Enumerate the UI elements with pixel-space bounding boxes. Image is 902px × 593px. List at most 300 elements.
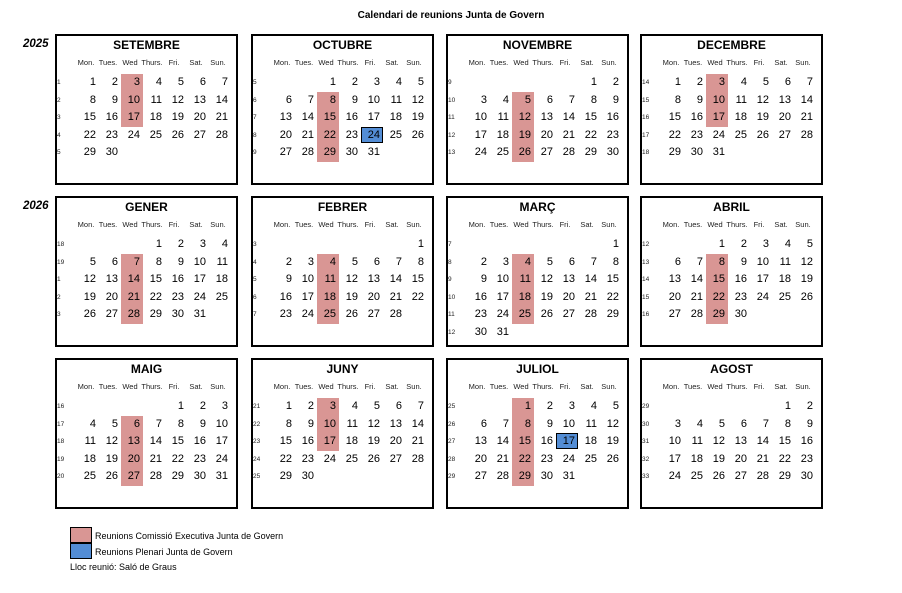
week-number: 4 — [253, 258, 257, 266]
day-number: 8 — [524, 417, 531, 430]
day-number: 1 — [612, 238, 619, 250]
week-number: 23 — [253, 438, 261, 445]
day-cell — [468, 271, 490, 287]
day-number: 20 — [734, 452, 747, 465]
day-cell-executive-meeting — [121, 451, 143, 469]
day-number: 11 — [150, 93, 162, 106]
day-cell — [187, 254, 209, 270]
week-number: 7 — [448, 241, 452, 248]
day-number: 26 — [345, 308, 358, 320]
day-cell — [209, 254, 231, 270]
day-cell — [99, 306, 121, 322]
day-cell — [600, 306, 622, 322]
day-cell — [339, 398, 361, 414]
day-number: 25 — [778, 290, 791, 303]
day-cell — [728, 254, 750, 270]
day-number: 4 — [89, 417, 96, 430]
day-cell — [77, 416, 99, 432]
day-number: 10 — [215, 417, 228, 430]
day-number: 23 — [193, 452, 206, 465]
day-cell — [534, 306, 556, 322]
day-number: 19 — [411, 111, 424, 123]
day-number: 16 — [690, 111, 703, 123]
day-cell — [77, 92, 99, 108]
day-cell — [273, 144, 295, 160]
day-number: 7 — [417, 400, 424, 412]
day-number: 16 — [474, 290, 487, 303]
day-number: 19 — [540, 290, 553, 303]
weekday-header: Thurs. — [141, 220, 163, 229]
day-cell — [772, 451, 794, 467]
day-cell — [187, 433, 209, 449]
day-cell-plenary-meeting — [361, 127, 383, 143]
day-number: 24 — [712, 128, 725, 141]
day-cell — [490, 127, 512, 143]
day-cell — [339, 289, 361, 305]
day-cell — [209, 451, 231, 467]
day-cell — [578, 74, 600, 90]
day-number: 30 — [171, 308, 184, 320]
day-number: 19 — [83, 290, 96, 303]
day-number: 7 — [806, 76, 813, 88]
day-cell — [99, 254, 121, 270]
week-number: 12 — [448, 328, 456, 336]
weekday-header: Mon. — [273, 58, 291, 67]
day-cell-plenary-meeting — [556, 433, 578, 449]
day-number: 21 — [800, 111, 813, 123]
day-cell — [600, 398, 622, 414]
day-cell — [99, 271, 121, 287]
day-number: 16 — [734, 273, 747, 285]
day-cell — [772, 398, 794, 414]
day-cell — [600, 127, 622, 143]
day-cell — [383, 127, 405, 143]
day-cell — [578, 127, 600, 143]
day-cell — [99, 416, 121, 432]
weekday-header: Fri. — [753, 220, 765, 229]
month-name: NOVEMBRE — [502, 38, 573, 52]
day-number: 5 — [806, 238, 813, 250]
day-number: 28 — [215, 128, 228, 141]
day-number: 22 — [518, 452, 531, 465]
day-number: 1 — [784, 400, 791, 412]
day-cell — [794, 127, 816, 143]
day-cell — [273, 127, 295, 143]
week-number: 1 — [57, 79, 61, 86]
week-number: 5 — [253, 79, 257, 86]
day-number: 3 — [373, 76, 380, 88]
day-cell — [99, 74, 121, 90]
week-number: 14 — [642, 79, 650, 86]
day-number: 29 — [518, 470, 531, 482]
day-cell — [794, 468, 816, 484]
day-cell — [339, 433, 361, 449]
week-number: 13 — [642, 258, 650, 266]
day-cell — [750, 289, 772, 305]
day-cell — [339, 451, 361, 467]
day-cell — [556, 451, 578, 467]
day-cell — [361, 306, 383, 322]
day-cell — [794, 74, 816, 90]
day-cell — [578, 254, 600, 270]
day-number: 1 — [718, 238, 725, 250]
week-number: 3 — [57, 311, 61, 318]
day-cell — [187, 236, 209, 252]
day-cell — [383, 451, 405, 467]
day-number: 20 — [279, 128, 292, 141]
day-cell — [383, 254, 405, 270]
day-cell — [361, 144, 383, 160]
weekday-header: Fri. — [753, 58, 765, 67]
day-cell — [750, 433, 772, 449]
day-cell — [405, 433, 427, 449]
day-cell — [468, 92, 490, 108]
day-number: 4 — [329, 255, 336, 268]
day-cell — [165, 254, 187, 270]
day-cell — [794, 433, 816, 449]
day-cell — [143, 127, 165, 143]
day-cell-executive-meeting — [706, 74, 728, 92]
day-cell-executive-meeting — [512, 416, 534, 434]
week-number: 15 — [642, 293, 650, 301]
day-cell — [662, 74, 684, 90]
day-number: 11 — [390, 93, 402, 106]
day-cell — [728, 92, 750, 108]
day-cell — [295, 416, 317, 432]
day-number: 14 — [800, 93, 813, 106]
weekday-header: Fri. — [168, 382, 180, 391]
week-number: 21 — [253, 403, 261, 410]
day-number: 10 — [127, 93, 140, 106]
day-number: 9 — [177, 255, 184, 268]
day-cell — [772, 74, 794, 90]
day-cell — [143, 92, 165, 108]
day-cell — [662, 416, 684, 432]
day-cell — [77, 306, 99, 322]
day-cell — [662, 127, 684, 143]
day-cell — [728, 127, 750, 143]
month-name: GENER — [125, 200, 168, 214]
day-cell — [165, 451, 187, 467]
day-cell — [684, 144, 706, 160]
day-cell — [99, 289, 121, 305]
day-cell — [490, 92, 512, 108]
day-cell — [662, 289, 684, 305]
weekday-header: Sat. — [189, 382, 203, 391]
day-number: 31 — [215, 470, 228, 482]
weekday-header: Wed — [513, 58, 529, 67]
day-number: 24 — [367, 128, 380, 141]
day-number: 14 — [584, 273, 597, 285]
day-cell — [556, 398, 578, 414]
day-number: 12 — [540, 273, 553, 285]
day-cell — [209, 127, 231, 143]
weekday-header: Sat. — [580, 382, 594, 391]
day-number: 20 — [562, 290, 575, 303]
day-cell — [209, 289, 231, 305]
day-number: 24 — [215, 452, 228, 465]
weekday-header: Wed — [318, 58, 334, 67]
day-number: 8 — [285, 417, 292, 430]
day-number: 16 — [105, 111, 118, 123]
day-number: 9 — [307, 417, 314, 430]
day-cell-executive-meeting — [317, 433, 339, 451]
day-cell — [578, 144, 600, 160]
weekday-header: Wed — [318, 220, 334, 229]
day-cell — [578, 433, 600, 449]
day-cell — [794, 451, 816, 467]
day-number: 12 — [171, 93, 184, 106]
day-cell — [405, 127, 427, 143]
day-cell-executive-meeting — [706, 306, 728, 324]
day-cell — [209, 236, 231, 252]
weekday-header: Tues. — [294, 382, 314, 391]
day-number: 7 — [762, 417, 769, 430]
day-number: 23 — [474, 308, 487, 320]
day-number: 1 — [329, 76, 336, 88]
day-cell-executive-meeting — [512, 306, 534, 324]
day-number: 13 — [389, 417, 402, 430]
day-cell — [534, 416, 556, 432]
weekday-header: Mon. — [77, 220, 95, 229]
week-number: 19 — [57, 455, 65, 463]
day-cell — [405, 236, 427, 252]
day-number: 12 — [411, 93, 424, 106]
day-number: 11 — [324, 273, 336, 285]
day-number: 2 — [740, 238, 747, 250]
day-cell — [750, 127, 772, 143]
day-cell — [273, 254, 295, 270]
day-cell — [383, 398, 405, 414]
day-number: 26 — [367, 452, 380, 465]
day-cell-executive-meeting — [317, 271, 339, 289]
month-febrer — [251, 196, 434, 347]
day-number: 20 — [127, 452, 140, 465]
day-cell — [209, 433, 231, 449]
day-cell — [99, 127, 121, 143]
day-number: 3 — [199, 238, 206, 250]
day-number: 10 — [367, 93, 380, 106]
month-setembre — [55, 34, 238, 185]
weekday-header: Thurs. — [141, 58, 163, 67]
weekday-header: Sat. — [774, 382, 788, 391]
day-cell — [77, 433, 99, 449]
day-number: 22 — [411, 290, 424, 303]
weekday-header: Tues. — [489, 58, 509, 67]
day-number: 11 — [735, 93, 747, 106]
day-cell — [490, 324, 512, 340]
weekday-header: Tues. — [98, 382, 118, 391]
day-cell — [772, 468, 794, 484]
day-number: 30 — [474, 325, 487, 338]
day-number: 21 — [584, 290, 597, 303]
day-number: 21 — [756, 452, 769, 465]
day-number: 15 — [518, 435, 531, 447]
day-cell — [662, 109, 684, 125]
day-number: 18 — [215, 273, 228, 285]
day-number: 9 — [696, 93, 703, 106]
day-cell — [684, 254, 706, 270]
day-number: 2 — [177, 238, 184, 250]
day-number: 19 — [105, 452, 118, 465]
day-number: 23 — [800, 452, 813, 465]
day-number: 30 — [345, 146, 358, 158]
day-cell — [578, 398, 600, 414]
day-cell — [405, 109, 427, 125]
day-number: 1 — [285, 400, 292, 412]
day-number: 9 — [111, 93, 118, 106]
day-number: 26 — [83, 308, 96, 320]
week-number: 8 — [253, 131, 257, 139]
day-number: 13 — [474, 435, 487, 447]
day-cell — [187, 398, 209, 414]
day-cell — [578, 289, 600, 305]
day-cell — [143, 74, 165, 90]
day-cell — [578, 306, 600, 322]
day-cell — [295, 271, 317, 287]
month-març — [446, 196, 629, 347]
weekday-header: Thurs. — [337, 220, 359, 229]
day-cell-executive-meeting — [706, 109, 728, 127]
day-cell — [468, 127, 490, 143]
day-cell — [794, 92, 816, 108]
day-number: 9 — [806, 417, 813, 430]
day-cell — [273, 306, 295, 322]
day-number: 2 — [612, 76, 619, 88]
day-cell — [77, 289, 99, 305]
day-number: 6 — [133, 417, 140, 430]
day-cell — [728, 236, 750, 252]
day-cell — [534, 468, 556, 484]
day-cell — [534, 144, 556, 160]
day-number: 4 — [155, 76, 162, 88]
day-number: 23 — [606, 128, 619, 141]
day-number: 20 — [778, 111, 791, 123]
day-number: 10 — [474, 111, 487, 123]
day-cell-executive-meeting — [121, 109, 143, 127]
weekday-header: Thurs. — [141, 382, 163, 391]
day-number: 1 — [177, 400, 184, 412]
day-number: 12 — [756, 93, 769, 106]
day-number: 25 — [83, 470, 96, 482]
day-number: 11 — [216, 255, 228, 268]
day-number: 30 — [800, 470, 813, 482]
day-number: 27 — [734, 470, 747, 482]
day-cell — [339, 306, 361, 322]
day-number: 13 — [127, 435, 140, 447]
week-number: 13 — [448, 149, 456, 156]
day-cell — [750, 74, 772, 90]
day-cell — [273, 398, 295, 414]
day-number: 26 — [411, 128, 424, 141]
week-number: 33 — [642, 473, 650, 480]
week-number: 10 — [448, 293, 456, 301]
day-number: 13 — [279, 111, 292, 123]
day-cell — [684, 416, 706, 432]
day-number: 15 — [606, 273, 619, 285]
day-number: 16 — [606, 111, 619, 123]
day-cell — [187, 74, 209, 90]
day-cell — [99, 144, 121, 160]
day-cell-executive-meeting — [512, 451, 534, 469]
week-number: 18 — [57, 241, 65, 248]
day-cell-executive-meeting — [706, 271, 728, 289]
day-number: 25 — [345, 452, 358, 465]
week-number: 18 — [642, 149, 650, 156]
week-number: 22 — [253, 420, 261, 428]
day-number: 31 — [496, 325, 509, 338]
day-cell — [750, 468, 772, 484]
day-number: 3 — [329, 400, 336, 412]
day-number: 14 — [496, 435, 509, 447]
day-cell — [273, 416, 295, 432]
day-number: 17 — [712, 111, 725, 123]
day-cell — [383, 271, 405, 287]
day-number: 14 — [690, 273, 703, 285]
day-cell — [77, 109, 99, 125]
day-number: 3 — [480, 93, 487, 106]
weekday-header: Mon. — [273, 220, 291, 229]
day-number: 18 — [323, 290, 336, 303]
day-number: 3 — [502, 255, 509, 268]
day-number: 30 — [606, 146, 619, 158]
weekday-header: Wed — [707, 220, 723, 229]
day-number: 12 — [712, 435, 725, 447]
day-cell-executive-meeting — [317, 416, 339, 434]
day-number: 20 — [668, 290, 681, 303]
day-cell — [706, 144, 728, 160]
day-number: 18 — [149, 111, 162, 123]
day-number: 9 — [285, 273, 292, 285]
day-cell — [143, 254, 165, 270]
week-number: 9 — [448, 276, 452, 283]
weekday-header: Sun. — [210, 58, 226, 67]
day-number: 17 — [367, 111, 380, 123]
day-number: 8 — [329, 93, 336, 106]
day-number: 23 — [279, 308, 292, 320]
month-name: AGOST — [710, 362, 753, 376]
day-cell — [295, 109, 317, 125]
day-number: 2 — [480, 255, 487, 268]
week-number: 29 — [642, 403, 650, 410]
day-number: 1 — [89, 76, 96, 88]
day-number: 6 — [199, 76, 206, 88]
day-cell-executive-meeting — [121, 306, 143, 324]
day-cell — [77, 144, 99, 160]
month-decembre — [640, 34, 823, 185]
day-cell — [405, 289, 427, 305]
day-cell — [706, 236, 728, 252]
day-number: 9 — [612, 93, 619, 106]
day-number: 20 — [367, 290, 380, 303]
day-number: 11 — [346, 417, 358, 430]
day-cell-executive-meeting — [121, 92, 143, 110]
day-number: 6 — [480, 417, 487, 430]
day-number: 4 — [740, 76, 747, 88]
day-number: 13 — [193, 93, 206, 106]
month-name: FEBRER — [317, 200, 368, 214]
day-number: 15 — [411, 273, 424, 285]
weekday-header: Thurs. — [532, 58, 554, 67]
day-cell — [684, 468, 706, 484]
day-cell — [600, 433, 622, 449]
week-number: 31 — [642, 438, 650, 445]
day-number: 9 — [480, 273, 487, 285]
day-cell — [600, 416, 622, 432]
day-cell — [534, 433, 556, 449]
day-number: 13 — [734, 435, 747, 447]
day-cell — [187, 127, 209, 143]
